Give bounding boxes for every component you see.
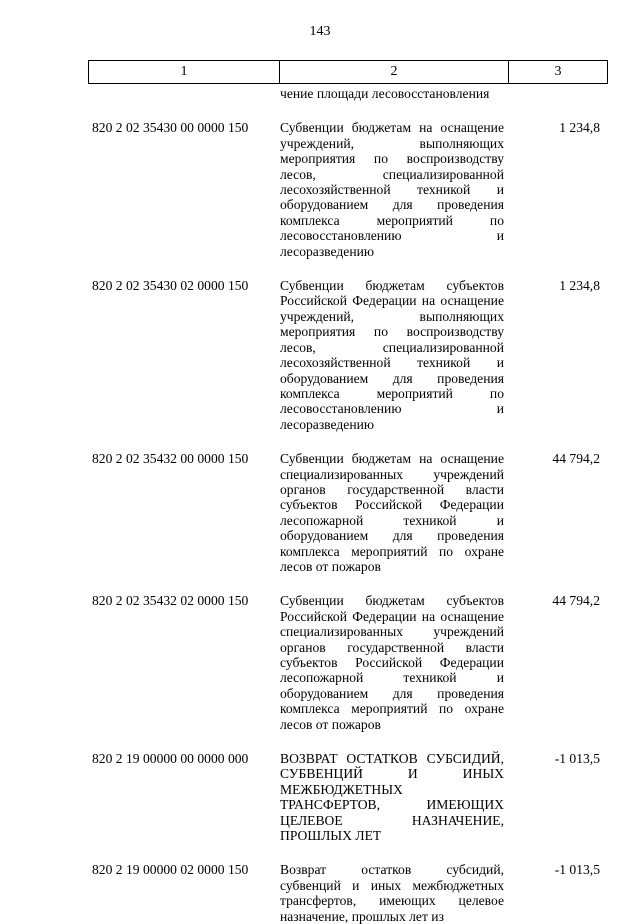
column-header-table [88, 60, 608, 84]
budget-code: 820 2 02 35432 02 0000 150 [92, 593, 249, 609]
budget-amount: 1 234,8 [559, 120, 600, 136]
column-header-3: 3 [509, 61, 608, 84]
budget-description: Субвенции бюджетам субъектов Российской Федерации на оснащение специализированных учреждений органов государственной власти субъектов Российской Федерации лесопожарной техникой и оборудованием для проведения комплекса мероприятий по охране лесов от пожаров [280, 593, 504, 732]
budget-amount: 44 794,2 [552, 451, 600, 467]
budget-amount: 1 234,8 [559, 278, 600, 294]
table-row [88, 751, 604, 843]
budget-description: ВОЗВРАТ ОСТАТКОВ СУБСИДИЙ, СУБВЕНЦИЙ И ИНЫХ МЕЖБЮДЖЕТНЫХ ТРАНСФЕРТОВ, ИМЕЮЩИХ ЦЕЛЕВОЕ НАЗНАЧЕНИЕ, ПРОШЛЫХ ЛЕТ [280, 751, 504, 844]
budget-table-body [88, 86, 604, 924]
budget-description: Субвенции бюджетам на оснащение специализированных учреждений органов государственной власти субъектов Российской Федерации лесопожарной техникой и оборудованием для проведения комплекса мероприятий по охране лесов от пожаров [280, 451, 504, 574]
budget-description: Субвенции бюджетам на оснащение учреждений, выполняющих мероприятия по воспроизводству лесов, специализированной лесохозяйственной техникой и оборудованием для проведения комплекса мероприятий по лесовосстановлению и лесоразведению [280, 120, 504, 259]
budget-description: Возврат остатков субсидий, субвенций и иных межбюджетных трансфертов, имеющих целевое назначение, прошлых лет из [280, 862, 504, 924]
budget-code: 820 2 02 35430 02 0000 150 [92, 278, 249, 294]
table-row [88, 120, 604, 259]
table-row [88, 593, 604, 732]
column-header-row [89, 61, 608, 84]
budget-amount: 44 794,2 [552, 593, 600, 609]
budget-amount [506, 86, 604, 101]
table-row [88, 278, 604, 432]
budget-description: Субвенции бюджетам субъектов Российской Федерации на оснащение учреждений, выполняющих мероприятия по воспроизводству лесов, специализированной лесохозяйственной техникой и оборудованием для проведения комплекса мероприятий по лесовосстановлению и лесоразведению [280, 278, 504, 432]
budget-amount: -1 013,5 [554, 751, 600, 767]
budget-description: чение площади лесовосстановления [280, 86, 490, 101]
page-number: 143 [309, 24, 331, 39]
table-row [88, 862, 604, 924]
budget-code [88, 86, 278, 101]
budget-code: 820 2 19 00000 02 0000 150 [92, 862, 249, 878]
table-row [88, 451, 604, 574]
column-header-1: 1 [89, 61, 280, 84]
column-header-2: 2 [280, 61, 509, 84]
budget-code: 820 2 02 35430 00 0000 150 [92, 120, 249, 136]
table-row [88, 86, 604, 101]
budget-code: 820 2 02 35432 00 0000 150 [92, 451, 249, 467]
budget-amount: -1 013,5 [554, 862, 600, 878]
budget-code: 820 2 19 00000 00 0000 000 [92, 751, 249, 767]
